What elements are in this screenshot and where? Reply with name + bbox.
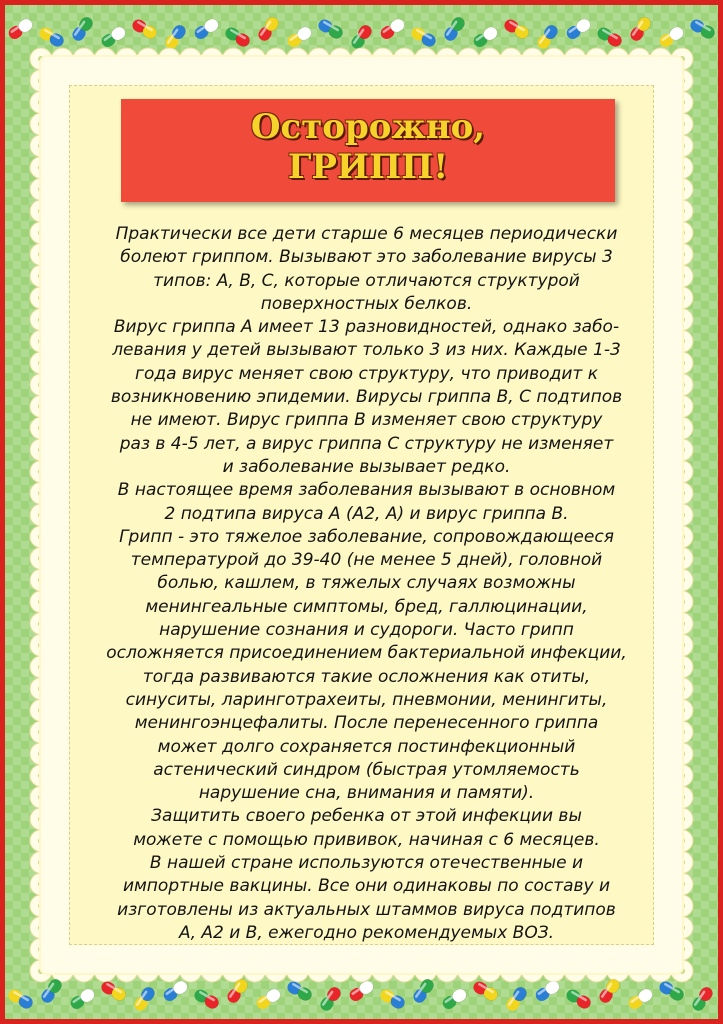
capsule-pill-icon [504, 985, 529, 1013]
capsule-pill-icon-row [5, 975, 718, 1015]
capsule-pill-icon [99, 979, 128, 1002]
capsule-pill-icon [254, 987, 282, 1012]
capsule-pill-icon [595, 25, 624, 48]
title-line-1: Осторожно, [250, 107, 486, 147]
capsule-pill-icon [192, 17, 220, 42]
capsule-pill-icon [39, 977, 64, 1005]
capsule-pill-icon [163, 23, 188, 51]
capsule-pill-icon [628, 15, 653, 43]
capsule-pill-icon [130, 17, 159, 40]
capsule-pill-icon [533, 979, 561, 1004]
capsule-pill-icon [626, 987, 654, 1012]
capsule-pill-icon [502, 17, 531, 40]
capsule-pill-icon [99, 25, 127, 50]
capsule-pill-icon [657, 979, 686, 1002]
capsule-pill-icon [6, 987, 35, 1010]
pill-border-top [5, 13, 718, 53]
capsule-pill-icon [440, 987, 468, 1012]
capsule-pill-icon [409, 25, 438, 48]
capsule-pill-icon [564, 17, 592, 42]
capsule-pill-icon [132, 985, 157, 1013]
pill-border-bottom [5, 975, 718, 1015]
capsule-pill-icon [657, 25, 685, 50]
capsule-pill-icon [471, 25, 499, 50]
capsule-pill-icon [285, 979, 314, 1002]
capsule-pill-icon [597, 977, 622, 1005]
capsule-pill-icon [442, 15, 467, 43]
capsule-pill-icon [471, 979, 500, 1002]
capsule-pill-icon [161, 979, 189, 1004]
title-line-2: ГРИПП! [287, 147, 449, 187]
capsule-pill-icon [349, 23, 374, 51]
capsule-pill-icon [225, 977, 250, 1005]
capsule-pill-icon [378, 17, 406, 42]
poster-title [121, 107, 615, 187]
capsule-pill-icon [256, 15, 281, 43]
capsule-pill-icon [347, 979, 375, 1004]
capsule-pill-icon [70, 15, 95, 43]
capsule-pill-icon [285, 25, 313, 50]
capsule-pill-icon [690, 985, 715, 1013]
capsule-pill-icon [316, 17, 345, 40]
capsule-pill-icon [37, 25, 66, 48]
title-banner [121, 99, 615, 202]
capsule-pill-icon [68, 987, 96, 1012]
capsule-pill-icon [318, 985, 343, 1013]
body-text: Практически все дети старше 6 месяцев периодически болеют гриппом. Вызывают это заболевание вирусы 3 типов: А, В, С, которые отличаются структурой поверхностных белков. Вирус гриппа А имеет 13 разновидностей, однако забо- левания у детей вызывают только 3 из них. Каждые 1-3 года вирус меняет свою структуру, что приводит к возникновению эпидемии. Вирусы гриппа В, С подтипов не имеют. Вирус гриппа В изменяет свою структуру раз в 4-5 лет, а вирус гриппа С структуру не изменяет и заболевание вызывает редко. В настоящее время заболевания вызывают в основном 2 подтипа вируса А (А2, А) и вирус гриппа В. Грипп - это тяжелое заболевание, сопровождающееся температурой до 39-40 (не менее 5 дней), головной болью, кашлем, в тяжелых случаях возможны менингеальные симптомы, бред, галлюцинации, нарушение сознания и судороги. Часто грипп осложняется присоединением бактериальной инфекции, тогда развиваются такие осложнения как отиты, синуситы, ларинготрахеиты, пневмонии, менингиты, менингоэнцефалиты. После перенесенного гриппа может долго сохраняется постинфекционный астенический синдром (быстрая утомляемость нарушение сна, внимания и памяти). Защитить своего ребенка от этой инфекции вы можете с помощью прививок, начиная с 6 месяцев. В нашей стране используются отечественные и импортные вакцины. Все они одинаковы по составу и изготовлены из актуальных штаммов вируса подтипов А, А2 и В, ежегодно рекомендуемых ВОЗ. [106, 224, 627, 943]
capsule-pill-icon [6, 17, 34, 42]
capsule-pill-icon [535, 23, 560, 51]
capsule-pill-icon [411, 977, 436, 1005]
capsule-pill-icon [192, 987, 221, 1010]
capsule-pill-icon-row [5, 13, 718, 53]
capsule-pill-icon [378, 987, 407, 1010]
capsule-pill-icon [688, 17, 717, 40]
capsule-pill-icon [564, 987, 593, 1010]
capsule-pill-icon [223, 25, 252, 48]
